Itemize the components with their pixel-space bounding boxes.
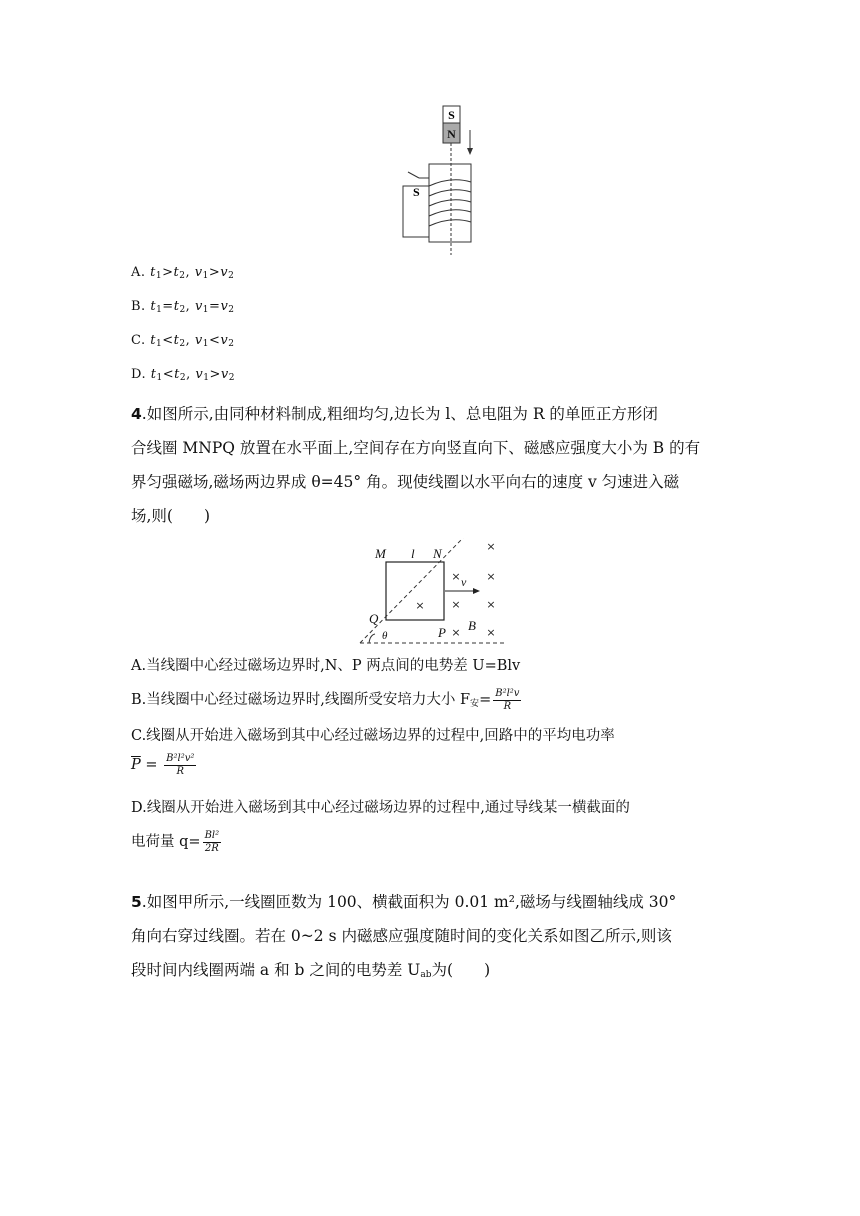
q4-options	[131, 650, 751, 864]
q4-option-d: D.线圈从开始进入磁场到其中心经过磁场边界的过程中,通过导线某一横截面的 电荷量 q= $\frac{\text{Bl²}}{2R}$	[131, 800, 630, 854]
magnet-n-label: N	[447, 127, 456, 141]
field-cross: ×	[451, 570, 461, 583]
magnet-s-label: S	[448, 108, 455, 122]
q4-option-c: C.线圈从开始进入磁场到其中心经过磁场边界的过程中,回路中的平均电功率 $\overline{P}$ = $\frac{\text{B²l²v²}}{R}$	[131, 728, 615, 777]
q3-option-c: C. $t_1<t_2$, $v_1<v_2$	[131, 333, 235, 349]
label-n: N	[433, 546, 442, 561]
q5-number: 5	[131, 893, 142, 911]
label-v: v	[461, 575, 467, 589]
label-q: Q	[369, 611, 379, 626]
label-l: l	[411, 546, 415, 561]
q3-option-list	[131, 265, 235, 401]
field-cross: ×	[451, 598, 461, 611]
label-b: B	[468, 618, 476, 633]
switch-label: S	[413, 185, 420, 199]
q4-stem: 4.如图所示,由同种材料制成,粗细均匀,边长为 l、总电阻为 R 的单匝正方形闭 合线圈 MNPQ 放置在水平面上,空间存在方向竖直向下、磁感应强度大小为 B 的有 界匀强磁场,磁场两边界成 θ=45° 角。现使线圈以水平向右的速度 v 匀速进入磁 场,则( )	[131, 405, 701, 525]
label-m: M	[375, 546, 386, 561]
square-coil-field-figure	[355, 538, 510, 648]
q3-option-a: A. $t_1>t_2$, $v_1>v_2$	[131, 265, 235, 281]
q5-stem: 5.如图甲所示,一线圈匝数为 100、横截面积为 0.01 m²,磁场与线圈轴线成 30° 角向右穿过线圈。若在 0~2 s 内磁感应强度随时间的变化关系如图乙所示,则该 段时间内线圈两端 a 和 b 之间的电势差 $U_{ab}$为( )	[131, 893, 677, 980]
q3-option-d: D. $t_1<t_2$, $v_1>v_2$	[131, 367, 235, 383]
q3-option-b: B. $t_1=t_2$, $v_1=v_2$	[131, 299, 235, 315]
field-cross: ×	[486, 626, 496, 639]
q4-option-b: B.当线圈中心经过磁场边界时,线圈所受安培力大小 $F_安=$ $\frac{\text{B²l²v}}{R}$	[131, 687, 520, 712]
q4-number: 4	[131, 405, 142, 423]
label-theta: θ	[382, 630, 388, 642]
q4-option-a: A.当线圈中心经过磁场边界时,N、P 两点间的电势差 U=Blv	[131, 658, 521, 674]
field-cross: ×	[486, 598, 496, 611]
field-cross: ×	[415, 599, 425, 612]
field-cross: ×	[486, 540, 496, 553]
field-cross: ×	[486, 570, 496, 583]
field-cross: ×	[451, 626, 461, 639]
magnet-coil-figure	[385, 100, 485, 260]
label-p: P	[438, 625, 446, 640]
